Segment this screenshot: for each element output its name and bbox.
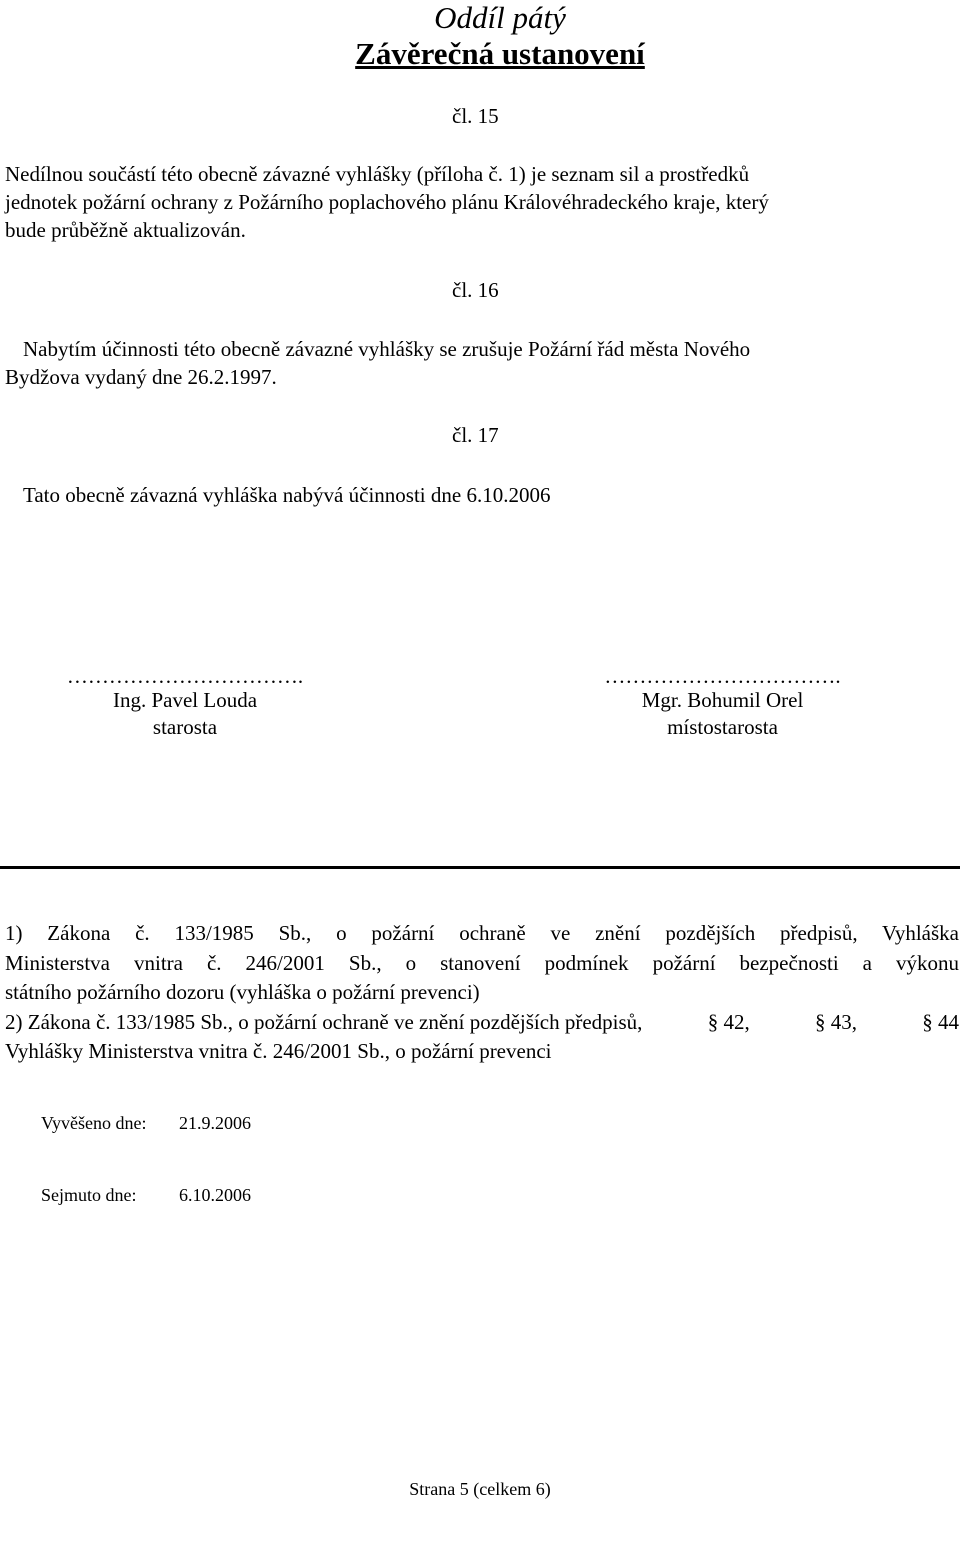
article-15-text <box>5 160 769 244</box>
removed-label: Sejmuto dne: <box>41 1185 137 1205</box>
article-15-line-2: jednotek požární ochrany z Požárního poplachového plánu Královéhradeckého kraje, který <box>5 190 769 214</box>
section-ref-42-number: 42, <box>723 1009 750 1034</box>
posted-date: 21.9.2006 <box>179 1113 251 1133</box>
signatory-name: Mgr. Bohumil Orel <box>641 688 804 712</box>
signatory-role: starosta <box>152 715 218 739</box>
section-ref-42 <box>708 1008 750 1038</box>
article-15-line-1: Nedílnou součástí této obecně závazné vyhlášky (příloha č. 1) je seznam sil a prostředků <box>5 162 750 186</box>
section-heading: Oddíl pátý <box>434 0 566 35</box>
section-ref-43-number: 43, <box>830 1009 857 1034</box>
removed-date-row <box>41 1185 251 1206</box>
section-sign-icon: § <box>707 1009 719 1034</box>
article-16-line-2: Bydžova vydaný dne 26.2.1997. <box>5 365 277 389</box>
section-ref-44-number: 44 <box>938 1009 959 1034</box>
signatory-name: Ing. Pavel Louda <box>112 688 258 712</box>
article-number-15: čl. 15 <box>452 104 499 128</box>
section-title: Závěrečná ustanovení <box>355 36 645 71</box>
article-number-17: čl. 17 <box>452 423 499 447</box>
footnote-2-text: 2) Zákona č. 133/1985 Sb., o požární ochraně ve znění pozdějších předpisů, <box>5 1009 643 1034</box>
footnote-1-line-3: státního požárního dozoru (vyhláška o požární prevenci) <box>5 980 480 1004</box>
footnote-2-line-1 <box>5 1008 959 1038</box>
removed-date: 6.10.2006 <box>179 1185 251 1205</box>
footnote-1-line-1: 1) Zákona č. 133/1985 Sb., o požární ochraně ve znění pozdějších předpisů, Vyhláška <box>5 921 959 945</box>
footnotes <box>5 919 959 1067</box>
posted-label: Vyvěšeno dne: <box>41 1113 147 1133</box>
signature-block-deputy-mayor <box>590 664 855 740</box>
article-16-line-1: Nabytím účinnosti této obecně závazné vyhlášky se zrušuje Požární řád města Nového <box>23 337 751 361</box>
footnote-1-line-2: Ministerstva vnitra č. 246/2001 Sb., o stanovení podmínek požární bezpečnosti a výkonu <box>5 950 959 975</box>
article-16-text <box>5 335 750 391</box>
article-17-text: Tato obecně závazná vyhláška nabývá účinnosti dne 6.10.2006 <box>23 483 551 507</box>
posted-date-row <box>41 1113 251 1134</box>
article-number-16: čl. 16 <box>452 278 499 302</box>
section-sign-icon: § <box>922 1009 933 1034</box>
signature-block-mayor <box>40 664 330 740</box>
section-sign-icon: § <box>814 1009 826 1034</box>
footnote-separator <box>0 866 960 869</box>
signatory-role: místostarosta <box>667 715 778 739</box>
article-15-line-3: bude průběžně aktualizován. <box>5 218 246 242</box>
signature-line: ……………………………. <box>604 664 841 688</box>
footnote-2-line-2: Vyhlášky Ministerstva vnitra č. 246/2001 Sb., o požární prevenci <box>5 1039 552 1063</box>
signature-line: ……………………………. <box>66 664 304 688</box>
page-footer: Strana 5 (celkem 6) <box>409 1479 551 1499</box>
section-ref-43 <box>815 1008 857 1038</box>
section-ref-44 <box>922 1008 959 1038</box>
